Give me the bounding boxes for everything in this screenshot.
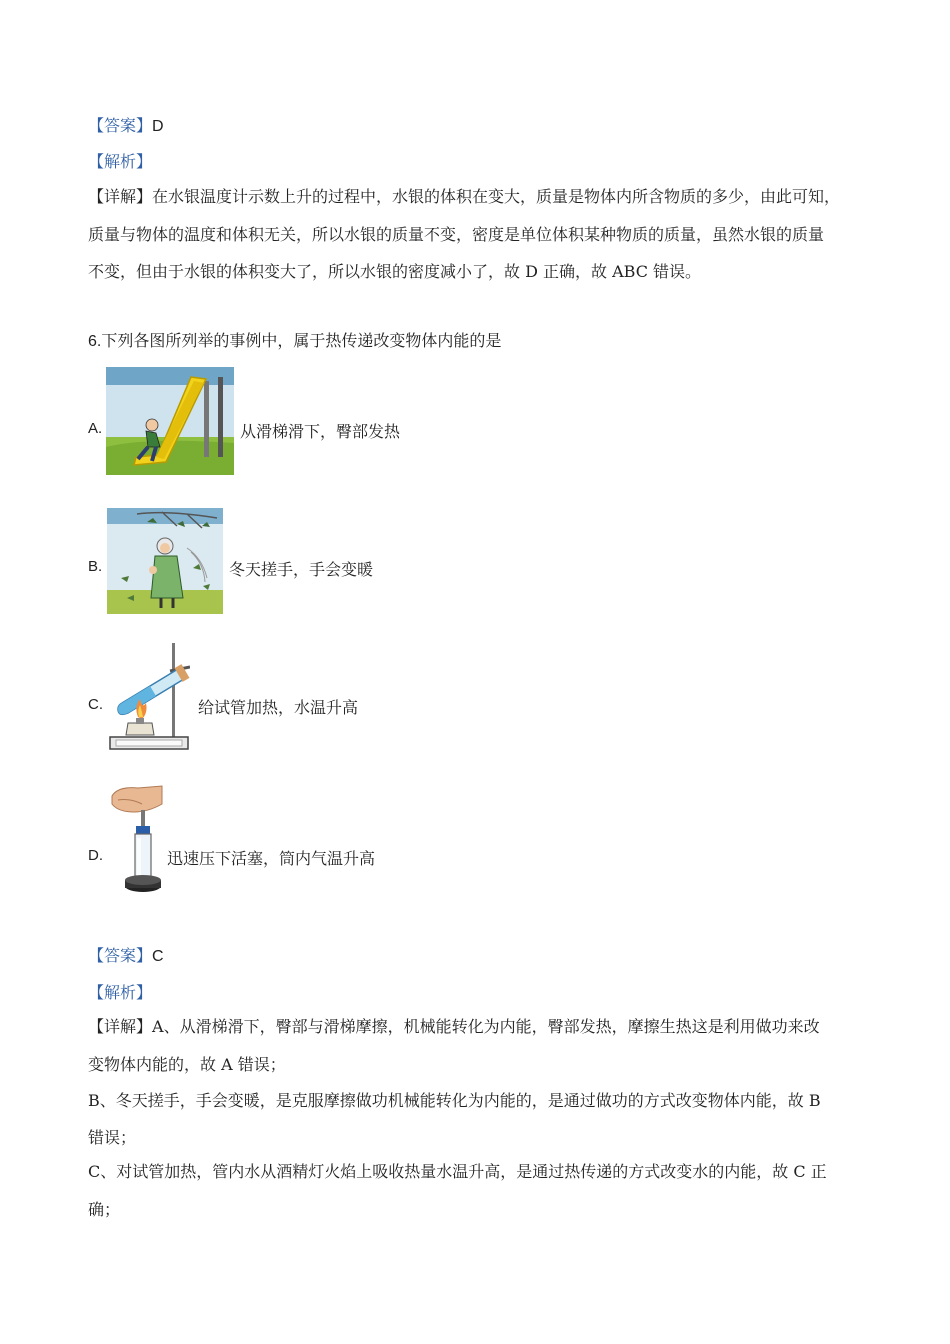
option-d-letter: D.	[88, 847, 103, 864]
option-c-text: 给试管加热，水温升高	[198, 698, 359, 717]
q6-detail-line-1	[88, 1017, 820, 1037]
piston-figure	[108, 782, 164, 900]
q6-detail-line-3	[88, 1091, 821, 1111]
q5-analysis-line	[88, 152, 152, 172]
q6-analysis-line	[88, 983, 152, 1003]
q5-detail-line-2	[88, 225, 824, 245]
q6-stem	[88, 331, 501, 352]
question-stem: 下列各图所列举的事例中，属于热传递改变物体内能的是	[101, 331, 502, 350]
q5-detail-line-1	[88, 187, 840, 207]
q6-detail-line-6	[88, 1200, 120, 1220]
detail-text: 在水银温度计示数上升的过程中，水银的体积在变大，质量是物体内所含物质的多少，由此可知，	[152, 187, 841, 206]
option-a-letter: A.	[88, 420, 103, 437]
q5-detail-line-3	[88, 262, 701, 282]
detail-text: 确；	[88, 1200, 121, 1219]
answer-value: C	[152, 948, 164, 965]
option-c-letter: C.	[88, 696, 103, 713]
test-tube-figure	[108, 641, 190, 753]
q6-answer-line	[88, 946, 164, 967]
answer-value: D	[152, 118, 164, 135]
answer-tag: 【答案】	[88, 946, 153, 965]
option-b-letter: B.	[88, 558, 103, 575]
question-number: 6.	[88, 333, 102, 350]
detail-text: 变物体内能的，故 A 错误；	[88, 1055, 286, 1074]
detail-text: B、冬天搓手，手会变暖，是克服摩擦做功机械能转化为内能的，是通过做功的方式改变物体内能，故 B	[88, 1091, 821, 1110]
option-a-text: 从滑梯滑下，臀部发热	[240, 422, 401, 441]
detail-text: 质量与物体的温度和体积无关，所以水银的质量不变，密度是单位体积某种物质的质量，虽然水银的质量	[88, 225, 825, 244]
q6-detail-line-2	[88, 1055, 286, 1075]
rub-hands-figure	[107, 508, 223, 614]
q5-answer-line	[88, 116, 164, 137]
detail-tag: 【详解】	[88, 1017, 153, 1036]
option-b-text: 冬天搓手，手会变暖	[229, 560, 374, 579]
option-d-text: 迅速压下活塞，筒内气温升高	[167, 849, 376, 868]
q6-detail-line-5	[88, 1162, 827, 1182]
detail-text: 不变，但由于水银的体积变大了，所以水银的密度减小了，故 D 正确，故 ABC 错误。	[88, 262, 702, 281]
detail-text: A、从滑梯滑下，臀部与滑梯摩擦，机械能转化为内能，臀部发热，摩擦生热这是利用做功来改	[152, 1017, 820, 1036]
analysis-tag: 【解析】	[88, 152, 153, 171]
detail-text: 错误；	[88, 1128, 137, 1147]
detail-text: C、对试管加热，管内水从酒精灯火焰上吸收热量水温升高，是通过热传递的方式改变水的内能，故 C 正	[88, 1162, 827, 1181]
slide-figure	[106, 367, 234, 475]
detail-tag: 【详解】	[88, 187, 153, 206]
answer-tag: 【答案】	[88, 116, 153, 135]
q6-detail-line-4	[88, 1128, 136, 1148]
analysis-tag: 【解析】	[88, 983, 153, 1002]
